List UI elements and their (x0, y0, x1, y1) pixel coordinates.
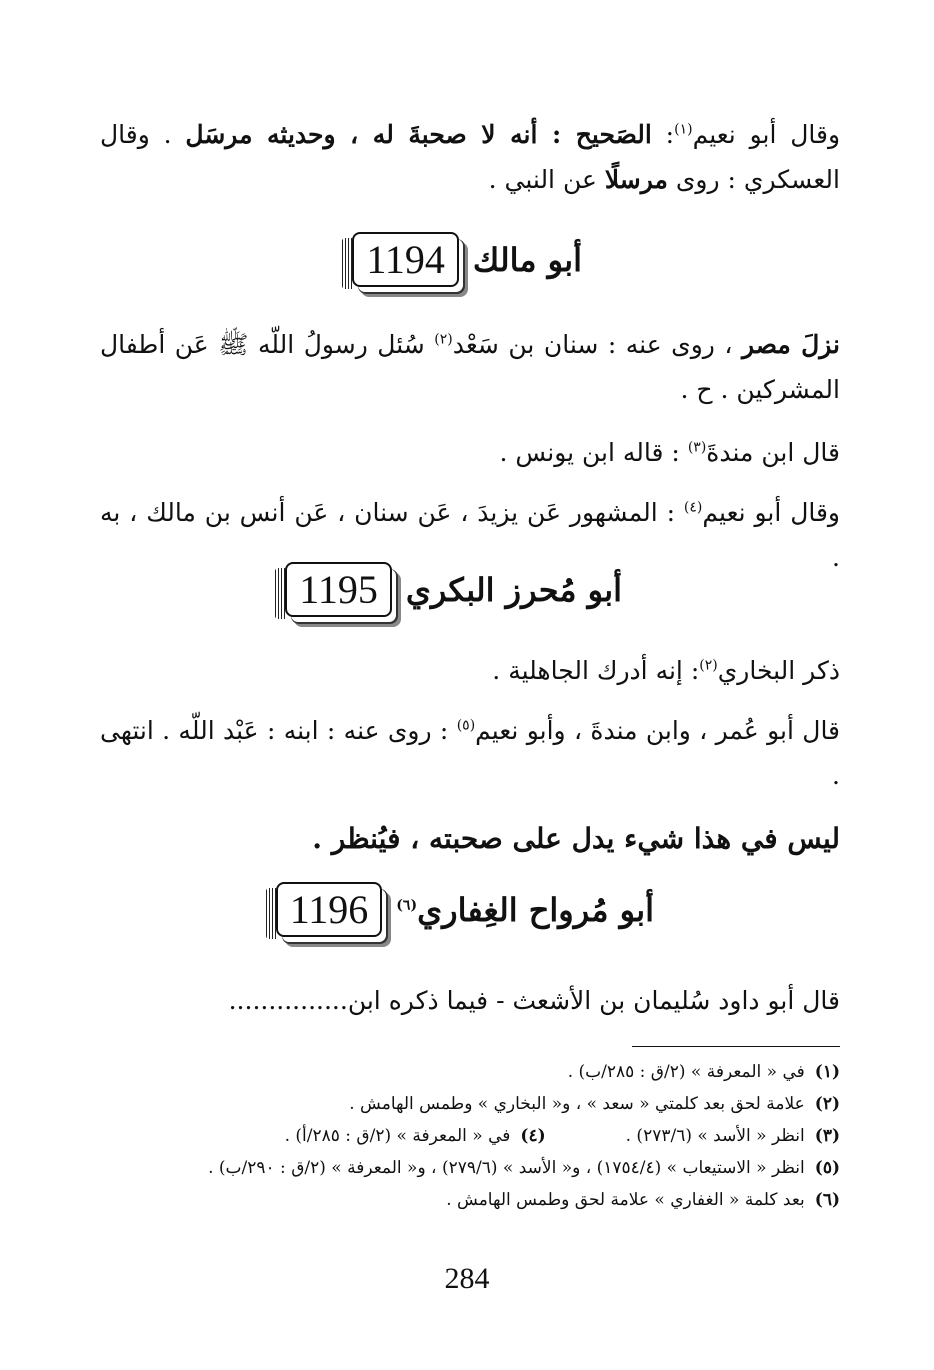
paragraph-5 (100, 648, 840, 693)
text: عن النبي . (488, 165, 605, 194)
footnote-number: (٤) (520, 1126, 546, 1146)
footnote-text: في « المعرفة » (٢/ق : ٢٨٥/ب) . (567, 1062, 805, 1082)
ellipsis-dots: ............... (228, 986, 348, 1015)
footnote-ref[interactable]: (٦) (396, 896, 418, 913)
footnote-divider (632, 1046, 840, 1047)
footnote-text: في « المعرفة » (٢/ق : ٢٨٥/أ) . (284, 1126, 511, 1146)
text: : المشهور عَن يزيدَ ، عَن سنان ، عَن أنس بن مالك ، به . (100, 498, 840, 572)
footnote-number: (٦) (814, 1190, 840, 1210)
bold-text: نزلَ مصر (741, 330, 840, 359)
footnote-number: (٥) (814, 1158, 840, 1178)
paragraph-1 (100, 112, 840, 202)
footnote-ref[interactable]: (٣) (687, 439, 707, 456)
text: قال أبو عُمر ، وابن مندةَ ، وأبو نعيم (475, 716, 841, 745)
bold-text: الصَحيح : أنه لا صحبةَ له ، وحديثه مرسَل (185, 120, 652, 149)
entry-heading-1194 (344, 232, 582, 287)
footnote-number: (٣) (814, 1126, 840, 1146)
text: : (651, 120, 675, 149)
entry-number-box: 1194 (352, 232, 459, 287)
entry-number-box: 1195 (285, 562, 392, 617)
footnote-2 (100, 1088, 840, 1120)
footnotes (100, 1056, 840, 1216)
paragraph-2 (100, 322, 840, 412)
text: وقال أبو نعيم (692, 120, 841, 149)
footnote-ref[interactable]: (٢) (699, 657, 718, 674)
text: ، روى عنه : سنان بن سَعْد (452, 330, 742, 359)
footnote-text: انظر « الاستيعاب » (١٧٥٤/٤) ، و« الأسد » (٢٧٩/٦) ، و« المعرفة » (٢/ق : ٢٩٠/ب) . (208, 1158, 805, 1178)
entry-heading-1195 (277, 562, 622, 617)
footnote-text: انظر « الأسد » (٢٧٣/٦) . (625, 1126, 805, 1146)
footnote-ref[interactable]: (٥) (456, 717, 476, 734)
text: : روى عنه : ابنه : عَبْد اللّه . انتهى . (100, 716, 840, 790)
text: وقال أبو نعيم (702, 498, 840, 527)
text: سُئل رسولُ اللّه ﷺ عَن أطفال المشركين . ح . (100, 330, 840, 404)
paragraph-3 (100, 430, 840, 475)
bold-text: ليس في هذا شيء يدل على صحبته ، فيُنظر . (312, 822, 840, 855)
text: قال أبو داود سُليمان بن الأشعث - فيما ذكره ابن (347, 986, 840, 1015)
footnote-5 (100, 1152, 840, 1184)
paragraph-7 (100, 816, 840, 861)
footnote-3-4 (100, 1120, 840, 1152)
paragraph-8 (100, 978, 840, 1023)
page-number: 284 (444, 1262, 490, 1295)
footnote-text: بعد كلمة « الغفاري » علامة لحق وطمس الهامش . (446, 1190, 805, 1210)
footnote-ref[interactable]: (١) (674, 121, 693, 138)
entry-name: أبو مالك (472, 240, 582, 279)
text: : إنه أدرك الجاهلية . (492, 656, 700, 685)
footnote-number: (٢) (814, 1094, 840, 1114)
entry-name: أبو مُرواح الغِفاري$^{(٦)}$ (396, 890, 654, 929)
paragraph-6 (100, 708, 840, 798)
entry-heading-1196 (268, 882, 654, 937)
text: ذكر البخاري (717, 656, 840, 685)
text: قال ابن مندةَ (706, 438, 840, 467)
footnote-1 (100, 1056, 840, 1088)
footnote-ref[interactable]: (٤) (683, 499, 703, 516)
bold-text: مرسلًا (604, 165, 668, 194)
entry-name: أبو مُحرز البكري (405, 570, 622, 609)
footnote-text: علامة لحق بعد كلمتي « سعد » ، و« البخاري » وطمس الهامش . (349, 1094, 805, 1114)
text: . وقال العسكري : روى (100, 120, 840, 194)
footnote-ref[interactable]: (٢) (434, 331, 453, 348)
entry-number-box: 1196 (276, 882, 383, 937)
text: : قاله ابن يونس . (499, 438, 688, 467)
footnote-number: (١) (814, 1062, 840, 1082)
footnote-6 (100, 1184, 840, 1216)
